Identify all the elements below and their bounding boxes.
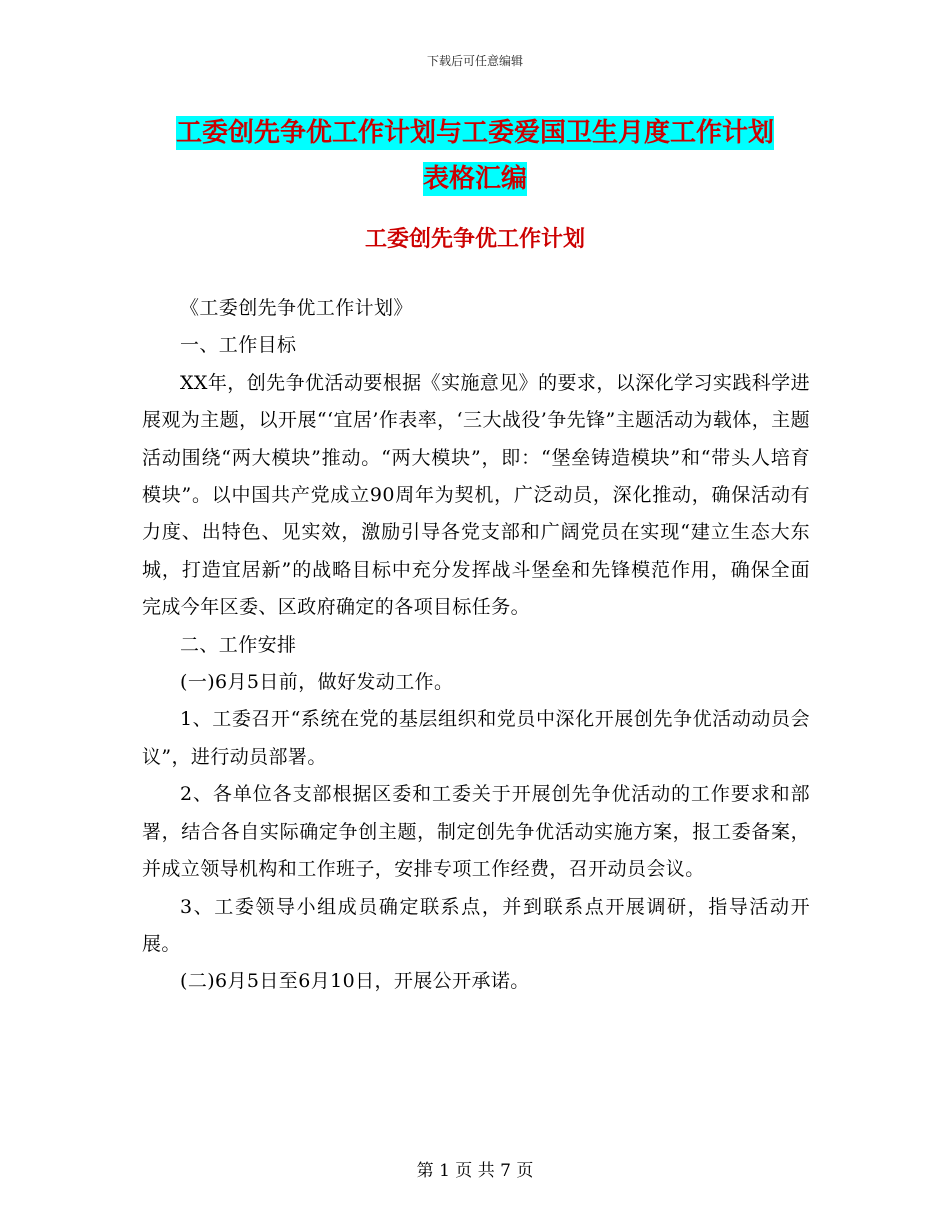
document-body (142, 290, 810, 1001)
heading-work-goals: 一、工作目标 (180, 334, 297, 357)
paragraph-item-3: 3、工委领导小组成员确定联系点，并到联系点开展调研，指导活动开展。 (142, 895, 810, 955)
page-footer: 第 1 页 共 7 页 (416, 1161, 534, 1181)
paragraph-book-title: 《工委创先争优工作计划》 (180, 297, 413, 319)
subheading-public-commitment: (二)6月5日至6月10日，开展公开承诺。 (180, 970, 530, 993)
header-note: 下载后可任意编辑 (426, 54, 523, 68)
document-title (0, 110, 950, 202)
document-title-line2: 表格汇编 (422, 164, 527, 194)
heading-work-arrangement: 二、工作安排 (180, 633, 297, 656)
section-title: 工委创先争优工作计划 (364, 227, 585, 252)
subheading-mobilization: (一)6月5日前，做好发动工作。 (180, 671, 454, 694)
paragraph-item-2: 2、各单位各支部根据区委和工委关于开展创先争优活动的工作要求和部署，结合各自实际确定争创主题，制定创先争优活动实施方案，报工委备案，并成立领导机构和工作班子，安排专项工作经费，召开动员会议。 (142, 783, 810, 881)
paragraph-item-1: 1、工委召开“系统在党的基层组织和党员中深化开展创先争优活动动员会议”，进行动员部署。 (142, 708, 810, 768)
document-title-line1: 工委创先争优工作计划与工委爱国卫生月度工作计划 (175, 118, 774, 148)
paragraph-goals: XX年，创先争优活动要根据《实施意见》的要求，以深化学习实践科学进展观为主题，以开展“‘宜居’作表率，‘三大战役’争先锋”主题活动为载体，主题活动围绕“两大模块”推动。“两大模块”，即：“堡垒铸造模块”和“带头人培育模块”。以中国共产党成立90周年为契机，广泛动员，深化推动，确保活动有力度、出特色、见实效，激励引导各党支部和广阔党员在实现“建立生态大东城，打造宜居新”的战略目标中充分发挥战斗堡垒和先锋模范作用，确保全面完成今年区委、区政府确定的各项目标任务。 (142, 371, 810, 619)
